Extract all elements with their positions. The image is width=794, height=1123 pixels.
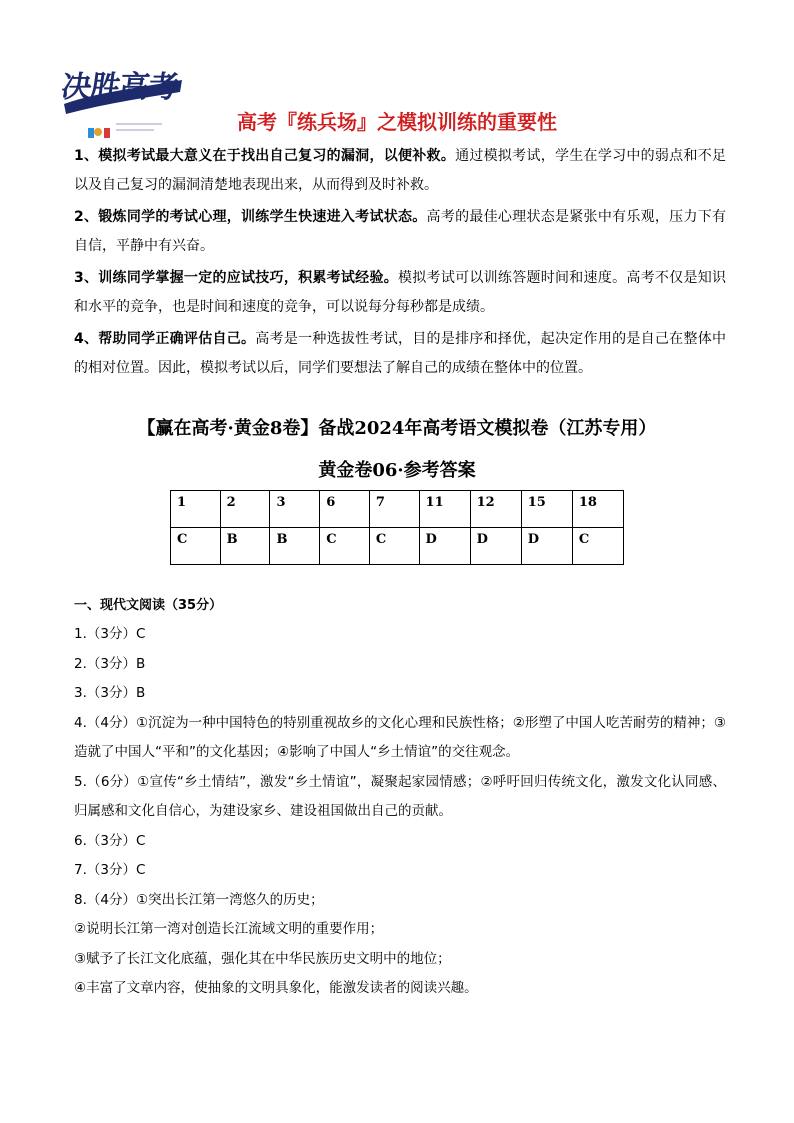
answer-cell: C <box>320 528 370 565</box>
banner-title-text: 高考『练兵场』之模拟训练的重要性 <box>237 110 557 134</box>
question-number-cell: 11 <box>419 491 470 528</box>
intro-bold: 4、帮助同学正确评估自己。 <box>74 331 256 347</box>
section-heading: 一、现代文阅读（35分） <box>74 598 223 613</box>
answer-cell: C <box>171 528 221 565</box>
answer-line: ③赋予了长江文化底蕴，强化其在中华民族历史文明中的地位； <box>74 950 451 967</box>
answer-line: 1.（3分）C <box>74 626 146 642</box>
answer-list <box>74 620 726 1004</box>
intro-text: 模拟考试可以训练答题时间和速度。高考不仅是知识和水平的竞争，也是时间和速度的竞争，可以说每分每秒都是成绩。 <box>74 270 727 315</box>
intro-text: 通过模拟考试，学生在学习中的弱点和不足以及自己复习的漏洞清楚地表现出来，从而得到及时补救。 <box>74 148 726 193</box>
intro-paragraph <box>74 325 726 383</box>
intro-bold: 2、锻炼同学的考试心理，训练学生快速进入考试状态。 <box>74 209 427 225</box>
intro-paragraph <box>74 203 726 261</box>
intro-bold: 1、模拟考试最大意义在于找出自己复习的漏洞，以便补救。 <box>74 148 456 164</box>
answer-line: ④丰富了文章内容，使抽象的文明具象化，能激发读者的阅读兴趣。 <box>74 980 478 996</box>
question-number-cell: 15 <box>521 491 572 528</box>
answer-cell: C <box>572 528 623 565</box>
answer-cell: D <box>419 528 470 565</box>
answer-cell: B <box>220 528 270 565</box>
logo-text: 决胜高考 <box>59 70 180 105</box>
answer-cell: D <box>470 528 521 565</box>
question-number-row <box>171 491 624 528</box>
answer-cell: B <box>270 528 320 565</box>
intro-section <box>74 142 726 386</box>
answer-line: 3.（3分）B <box>74 685 146 701</box>
question-number-cell: 7 <box>369 491 419 528</box>
answer-table <box>170 490 624 565</box>
intro-paragraph <box>74 264 726 322</box>
question-number-cell: 18 <box>572 491 623 528</box>
answer-line: ②说明长江第一湾对创造长江流域文明的重要作用； <box>74 921 384 937</box>
answer-line: 4.（4分）①沉淀为一种中国特色的特别重视故乡的文化心理和民族性格；②形塑了中国人吃苦耐劳的精神；③造就了中国人“平和”的文化基因；④影响了中国人“乡土情谊”的交往观念。 <box>74 714 726 760</box>
answer-cell: C <box>369 528 419 565</box>
answer-line: 2.（3分）B <box>74 655 146 672</box>
answer-line: 6.（3分）C <box>74 832 146 849</box>
paper-title: 【赢在高考·黄金8卷】备战2024年高考语文模拟卷（江苏专用） <box>137 418 657 439</box>
intro-bold: 3、训练同学掌握一定的应试技巧，积累考试经验。 <box>74 270 399 286</box>
intro-text: 高考是一种选拔性考试，目的是排序和择优，起决定作用的是自己在整体中的相对位置。因此，模拟考试以后，同学们要想法了解自己的成绩在整体中的位置。 <box>74 331 726 376</box>
answer-line: 8.（4分）①突出长江第一湾悠久的历史； <box>74 891 324 908</box>
intro-text: 高考的最佳心理状态是紧张中有乐观，压力下有自信，平静中有兴奋。 <box>74 209 726 254</box>
question-number-cell: 12 <box>470 491 521 528</box>
question-number-cell: 1 <box>171 491 221 528</box>
question-number-cell: 6 <box>320 491 370 528</box>
paper-subtitle: 黄金卷06·参考答案 <box>318 460 476 481</box>
banner-title <box>0 106 794 135</box>
answer-row <box>171 528 624 565</box>
answer-cell: D <box>521 528 572 565</box>
answer-line: 5.（6分）①宣传“乡土情结”，激发“乡土情谊”，凝聚起家园情感；②呼吁回归传统文化，激发文化认同感、归属感和文化自信心，为建设家乡、建设祖国做出自己的贡献。 <box>74 773 726 819</box>
question-number-cell: 3 <box>270 491 320 528</box>
question-number-cell: 2 <box>220 491 270 528</box>
intro-paragraph <box>74 142 726 200</box>
answer-line: 7.（3分）C <box>74 862 146 878</box>
